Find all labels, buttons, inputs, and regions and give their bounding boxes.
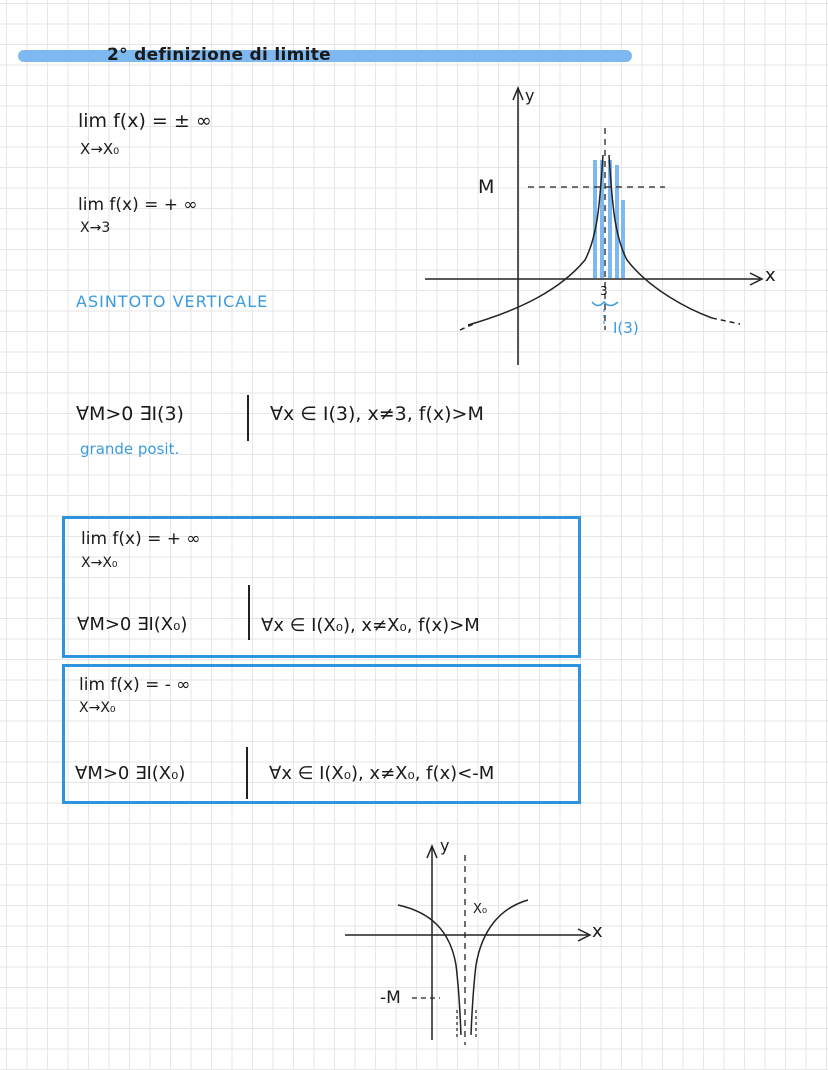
box2-limit-subscript: X→X₀ xyxy=(79,700,116,716)
box1-limit-subscript: X→X₀ xyxy=(81,555,118,571)
definition-condition-right: ∀x ∈ I(3), x≠3, f(x)>M xyxy=(270,403,484,425)
asymptote-label: ASINTOTO VERTICALE xyxy=(76,292,269,311)
box1-quantifier-left: ∀M>0 ∃I(X₀) xyxy=(77,614,188,635)
graph1-interval-label: I(3) xyxy=(613,319,639,337)
graph2-x0-label: X₀ xyxy=(473,902,488,917)
limit-subscript-general: X→X₀ xyxy=(80,140,120,158)
graph2-minus-m-label: -M xyxy=(380,988,401,1008)
limit-subscript-3: X→3 xyxy=(80,220,111,236)
graph1-x-label: x xyxy=(765,265,776,286)
limit-expression-general: lim f(x) = ± ∞ xyxy=(78,110,212,132)
box1-limit-expression: lim f(x) = + ∞ xyxy=(81,529,201,549)
graph1-tick-3: 3 xyxy=(600,284,608,298)
curve2-left-branch xyxy=(398,905,461,1035)
definition-quantifier-left: ∀M>0 ∃I(3) xyxy=(76,403,184,425)
limit-expression-3: lim f(x) = + ∞ xyxy=(78,195,198,215)
curve2-right-branch xyxy=(471,900,528,1035)
graph1-y-label: y xyxy=(525,86,535,105)
graph2-y-label: y xyxy=(440,836,450,855)
note-grande-positivo: grande posit. xyxy=(80,440,180,458)
graph2-x-label: x xyxy=(592,921,603,942)
box1-condition-right: ∀x ∈ I(X₀), x≠X₀, f(x)>M xyxy=(261,615,480,636)
box2-limit-expression: lim f(x) = - ∞ xyxy=(79,675,191,695)
page-title: 2° definizione di limite xyxy=(107,45,332,65)
box2-condition-right: ∀x ∈ I(X₀), x≠X₀, f(x)<-M xyxy=(269,763,495,784)
graph1-m-label: M xyxy=(478,176,495,198)
box2-quantifier-left: ∀M>0 ∃I(X₀) xyxy=(75,763,186,784)
